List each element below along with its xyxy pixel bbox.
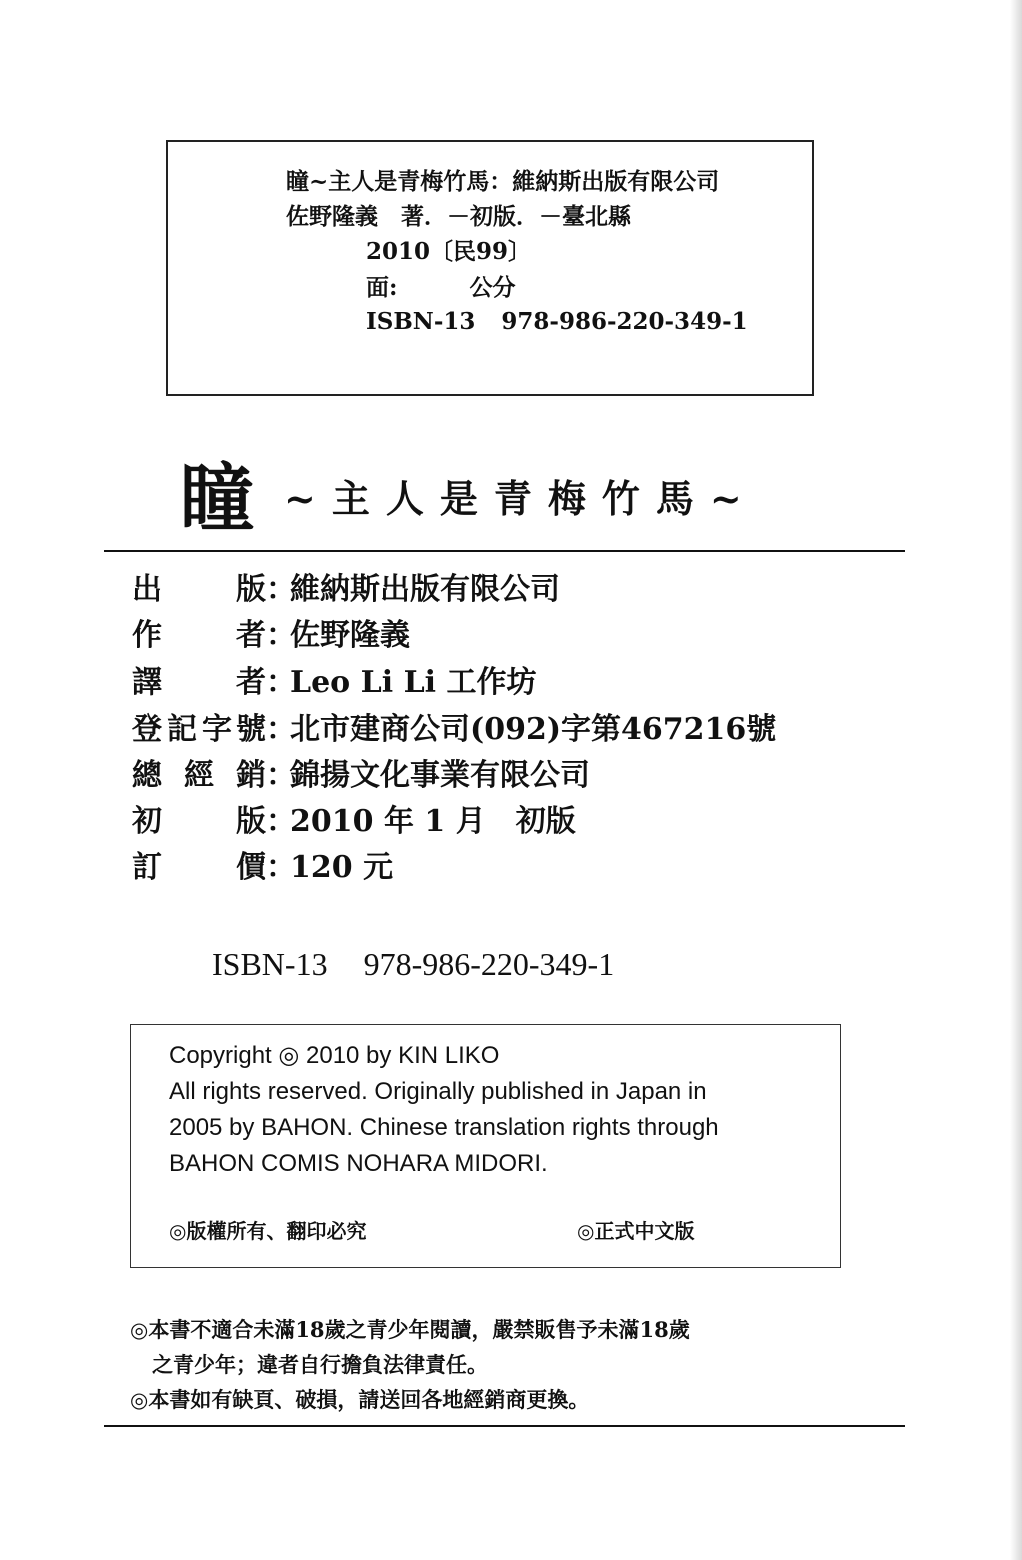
copyright-line: All rights reserved. Originally published in Japan in (169, 1078, 707, 1105)
label-char: 者 (236, 665, 266, 700)
colophon-value: Leo Li Li 工作坊 (290, 665, 537, 700)
label-char: 字 (202, 712, 232, 747)
label-char: 訂 (132, 850, 162, 885)
defect-exchange-note: ◎本書如有缺頁、破損，請送回各地經銷商更換。 (130, 1387, 590, 1412)
cip-pages-unit: 公分 (469, 274, 516, 301)
cip-catalog-box (166, 140, 814, 396)
cip-pages-label: 面: (366, 274, 398, 301)
bottom-divider (104, 1425, 905, 1427)
page-edge-shadow (1010, 0, 1022, 1560)
label-char: 號 (236, 712, 266, 747)
label-char: 經 (184, 758, 214, 793)
colophon-value: 維納斯出版有限公司 (290, 572, 560, 607)
cip-isbn-label: ISBN-13 (366, 308, 476, 335)
label-char: 出 (132, 572, 162, 607)
colon: ： (266, 572, 296, 607)
colophon-value: 2010 年 1 月 初版 (290, 804, 576, 839)
colon: ： (266, 850, 296, 885)
colophon-value: 佐野隆義 (290, 618, 410, 653)
label-char: 作 (132, 618, 162, 653)
colon: ： (266, 712, 296, 747)
book-title: 瞳 (180, 456, 254, 542)
cip-line-isbn (366, 310, 748, 333)
colophon-value: 120 元 (290, 850, 394, 885)
label-char: 版 (236, 572, 266, 607)
label-char: 總 (132, 758, 162, 793)
age-warning-line1: ◎本書不適合未滿18歲之青少年閱讀，嚴禁販售予未滿18歲 (130, 1317, 690, 1342)
official-edition-note: ◎正式中文版 (577, 1219, 695, 1243)
colophon-value: 北市建商公司(092)字第467216號 (290, 712, 777, 747)
colon: ： (266, 618, 296, 653)
copyright-line: Copyright ◎ 2010 by KIN LIKO (169, 1042, 500, 1069)
colon: ： (266, 804, 296, 839)
label-char: 者 (236, 618, 266, 653)
label-char: 價 (236, 850, 266, 885)
cip-line-year: 2010〔民99〕 (366, 238, 532, 265)
book-subtitle: ~主人是青梅竹馬~ (284, 476, 758, 521)
title-divider (104, 550, 905, 552)
label-char: 版 (236, 804, 266, 839)
copyright-line: 2005 by BAHON. Chinese translation rights through (169, 1114, 719, 1141)
label-char: 譯 (132, 665, 162, 700)
cip-line-title: 瞳~主人是青梅竹馬：維納斯出版有限公司 (286, 168, 720, 195)
cip-line-author: 佐野隆義 著．－初版．－臺北縣 (286, 203, 631, 230)
isbn-value: 978-986-220-349-1 (363, 946, 615, 982)
label-char: 記 (167, 712, 197, 747)
copyright-line: BAHON COMIS NOHARA MIDORI. (169, 1150, 548, 1177)
colon: ： (266, 758, 296, 793)
label-char: 銷 (236, 758, 266, 793)
isbn-line (212, 944, 614, 984)
copyright-box (130, 1024, 841, 1268)
colophon-value: 錦揚文化事業有限公司 (290, 758, 590, 793)
cip-line-pages (366, 276, 516, 299)
all-rights-note: ◎版權所有、翻印必究 (169, 1219, 367, 1243)
label-char: 初 (132, 804, 162, 839)
cip-isbn-value: 978-986-220-349-1 (501, 308, 748, 335)
isbn-label: ISBN-13 (212, 946, 328, 982)
label-char: 登 (132, 712, 162, 747)
age-warning-line2: 之青少年；違者自行擔負法律責任。 (152, 1352, 488, 1377)
colon: ： (266, 665, 296, 700)
